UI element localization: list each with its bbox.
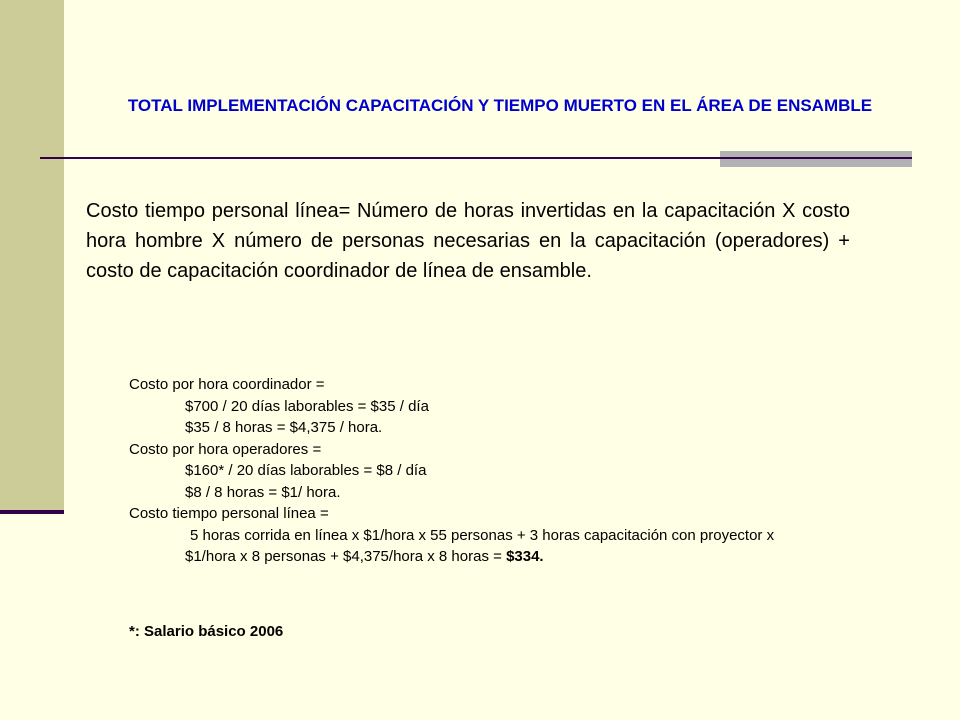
coordinator-hourly: $35 / 8 horas = $4,375 / hora. (185, 419, 383, 436)
total-result: $334. (506, 548, 544, 565)
title-rule-accent (720, 151, 912, 167)
operators-hourly: $8 / 8 horas = $1/ hora. (185, 483, 341, 501)
operators-daily: $160* / 20 días laborables = $8 / día (185, 462, 427, 479)
total-heading: Costo tiempo personal línea = (129, 505, 329, 522)
sidebar-cap-line (0, 510, 64, 514)
decorative-sidebar (0, 0, 64, 512)
footnote: *: Salario básico 2006 (129, 623, 284, 640)
operators-heading: Costo por hora operadores = (129, 440, 322, 458)
title-rule (40, 157, 912, 159)
cost-definition: Costo tiempo personal línea= Número de horas invertidas en la capacitación X costo hora hombre X número de personas necesarias en la capacitación (operadores) + costo de capacitación coordinador de línea de ensamble. (86, 200, 850, 282)
total-line-1: 5 horas corrida en línea x $1/hora x 55 personas + 3 horas capacitación con proyector x (190, 526, 775, 544)
total-line-2 (129, 546, 929, 568)
slide-title: TOTAL IMPLEMENTACIÓN CAPACITACIÓN Y TIEMPO MUERTO EN EL ÁREA DE ENSAMBLE (127, 96, 873, 115)
calculation-block (129, 374, 929, 568)
coordinator-heading: Costo por hora coordinador = (129, 376, 325, 393)
total-line-2-prefix: $1/hora x 8 personas + $4,375/hora x 8 horas = (185, 548, 507, 565)
coordinator-daily: $700 / 20 días laborables = $35 / día (185, 397, 429, 415)
